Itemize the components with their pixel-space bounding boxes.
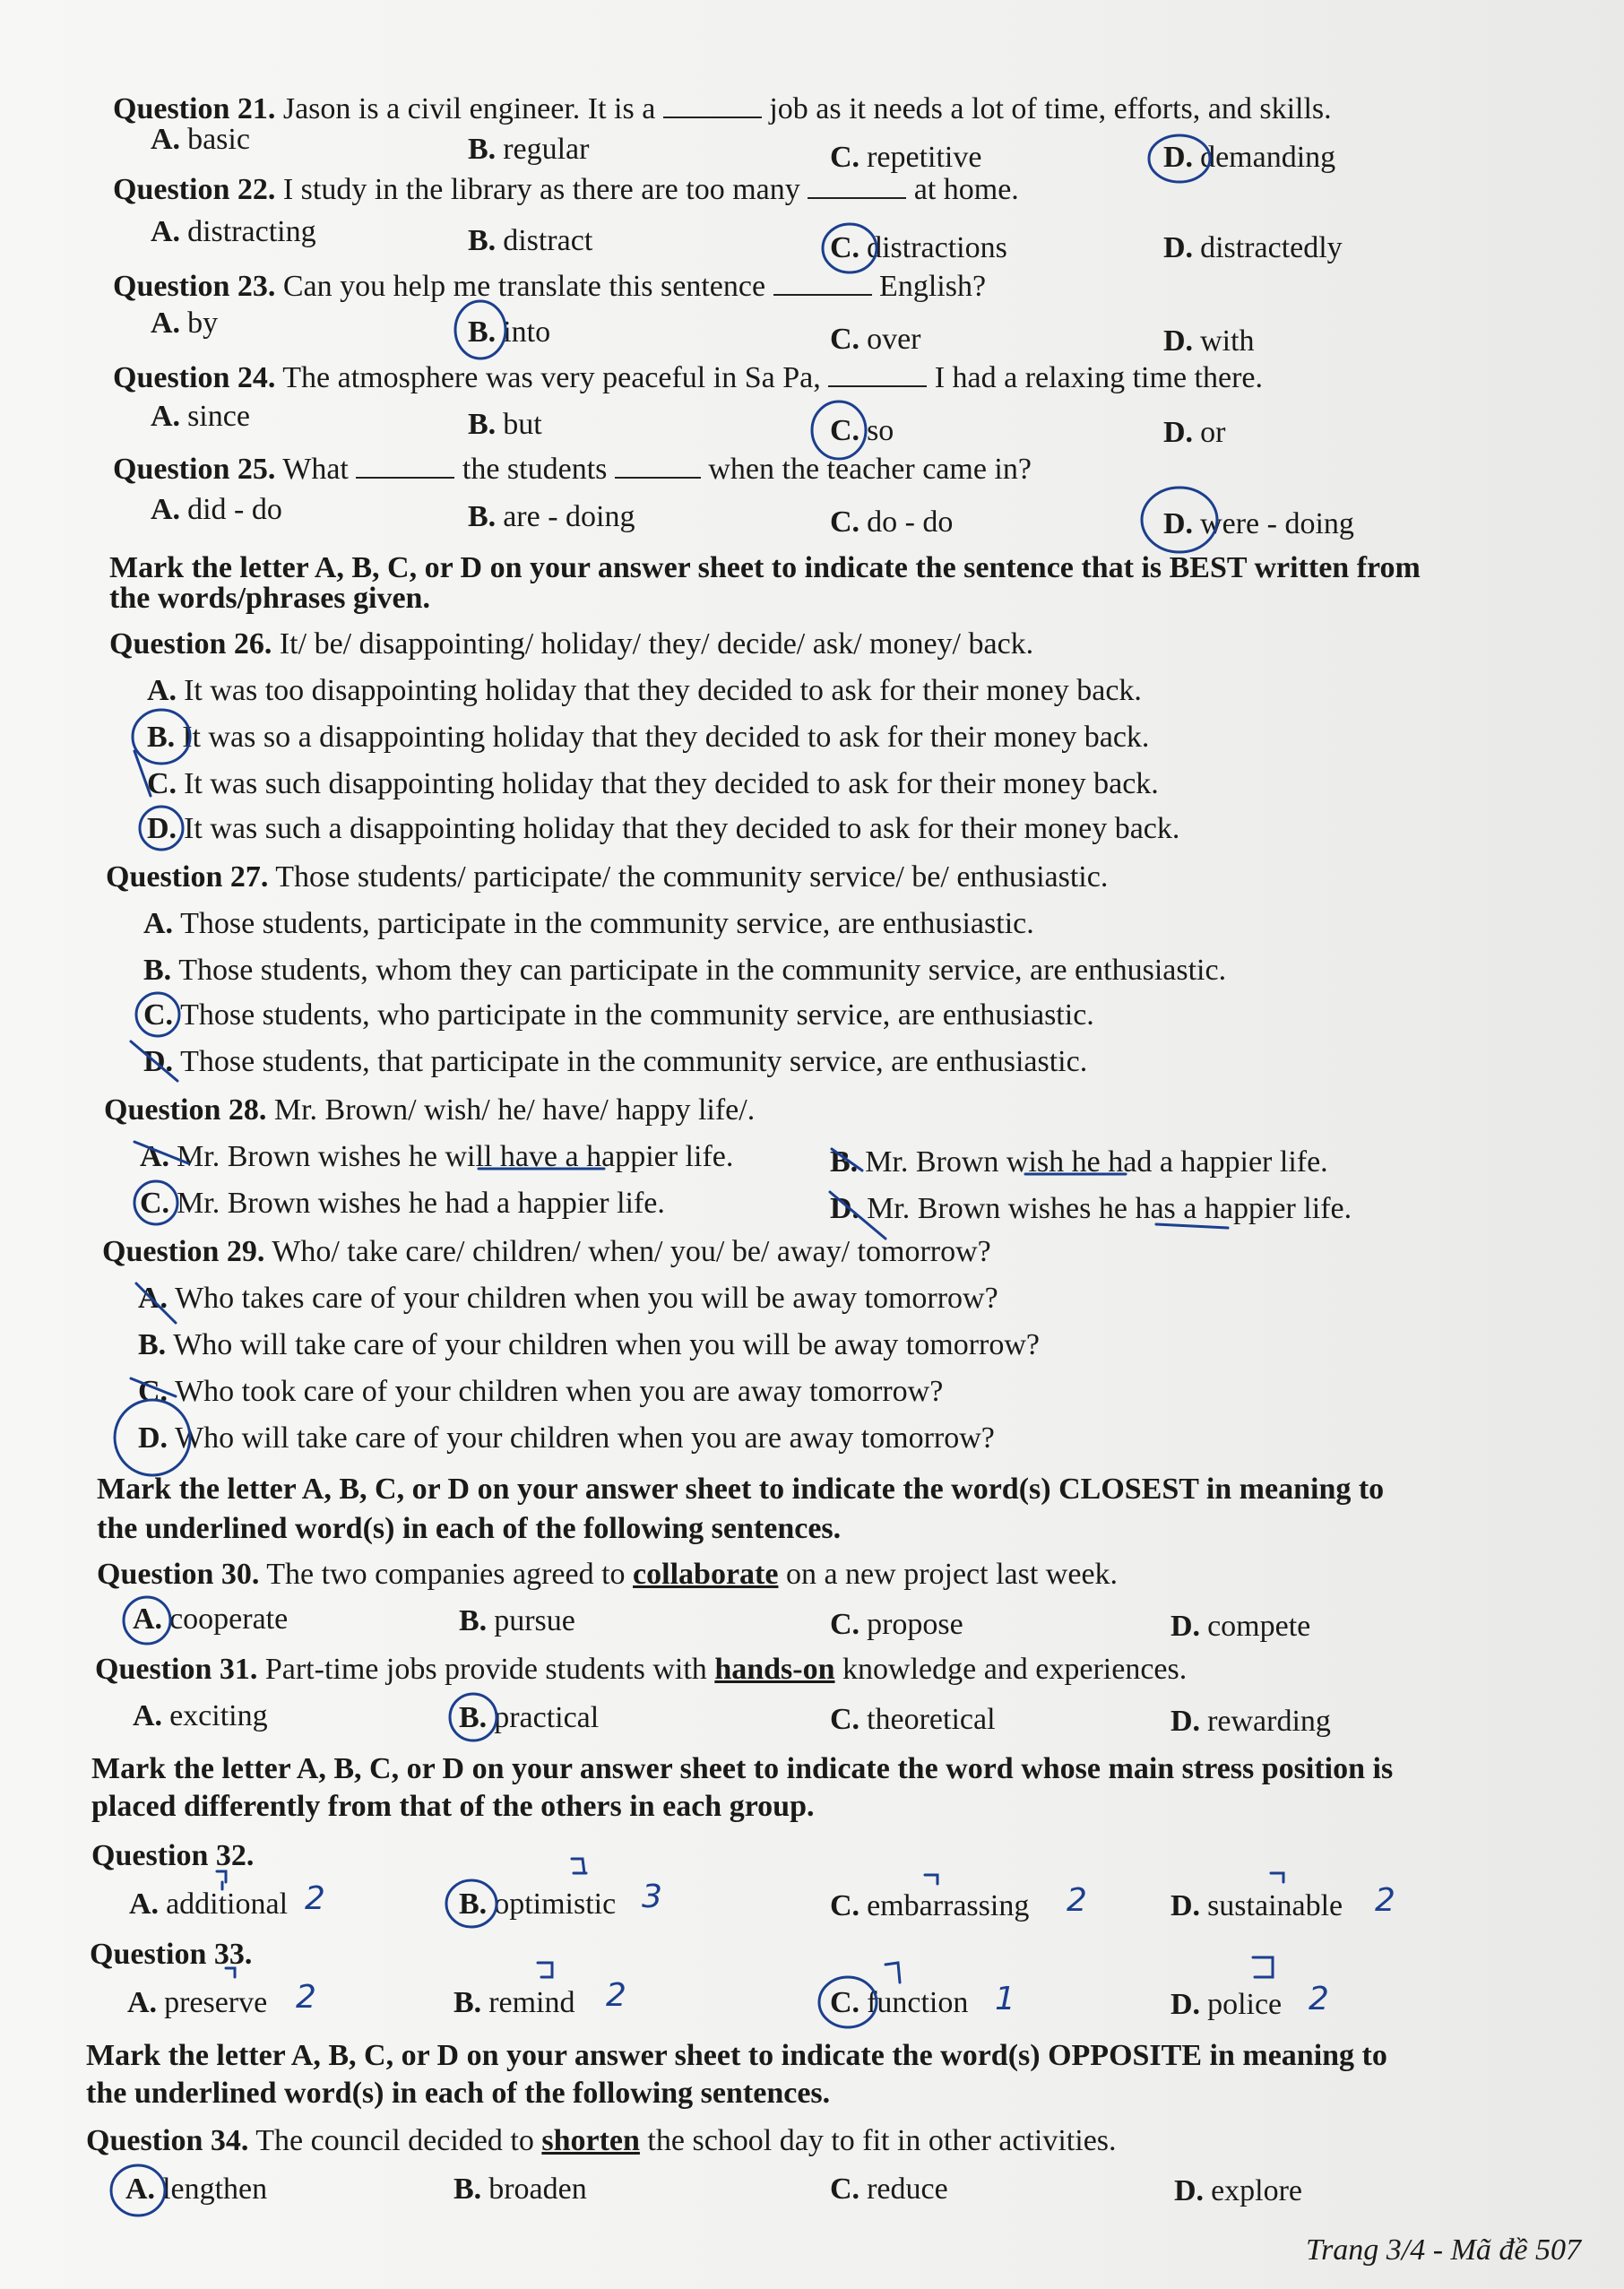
question-text: English? xyxy=(879,270,987,303)
question-label: Question 27. xyxy=(106,860,269,894)
option-b: B. optimistic xyxy=(459,1887,617,1921)
stress-mark xyxy=(572,1859,586,1873)
option-a: A. Mr. Brown wishes he will have a happier life. xyxy=(140,1140,734,1173)
option-b: B. remind xyxy=(454,1986,575,2019)
option-c: C. propose xyxy=(830,1608,963,1641)
option-d: D. distractedly xyxy=(1163,231,1343,264)
question-label: Question 32. xyxy=(91,1839,255,1872)
option-c: C. over xyxy=(830,323,921,356)
answer-blank xyxy=(663,90,762,118)
question-34 xyxy=(86,2122,1117,2160)
instruction-best-written-cont: the words/phrases given. xyxy=(109,582,430,615)
option-c: C. distractions xyxy=(830,231,1007,264)
option-b: B. Who will take care of your children when you will be away tomorrow? xyxy=(138,1328,1040,1361)
answer-blank xyxy=(828,358,927,387)
question-label: Question 23. xyxy=(113,270,276,303)
question-28 xyxy=(104,1092,755,1129)
question-text: It/ be/ disappointing/ holiday/ they/ decide/ ask/ money/ back. xyxy=(279,627,1034,661)
question-label: Question 29. xyxy=(102,1235,265,1268)
handwritten-note: 2 xyxy=(606,1977,626,2014)
option-b: B. pursue xyxy=(459,1604,575,1637)
option-c: C. so xyxy=(830,414,894,447)
option-d: D. demanding xyxy=(1163,141,1336,174)
question-32 xyxy=(91,1837,254,1875)
instruction-stress: Mark the letter A, B, C, or D on your answer sheet to indicate the word whose main stress position is xyxy=(91,1752,1394,1785)
option-a: A. cooperate xyxy=(133,1602,289,1636)
option-a: A. preserve xyxy=(127,1986,268,2019)
option-a: A. exciting xyxy=(133,1699,268,1732)
page-footer: Trang 3/4 - Mã đề 507 xyxy=(1306,2233,1581,2267)
option-b: B. broaden xyxy=(454,2172,587,2206)
question-text: The council decided to xyxy=(255,2124,534,2157)
handwritten-note: 2 xyxy=(305,1880,325,1917)
option-b: B. regular xyxy=(468,133,590,166)
question-33 xyxy=(90,1936,252,1974)
option-c: C. do - do xyxy=(830,505,954,539)
question-text: Who/ take care/ children/ when/ you/ be/ away/ tomorrow? xyxy=(272,1235,991,1268)
option-b: B. It was so a disappointing holiday that they decided to ask for their money back. xyxy=(147,721,1150,754)
option-c: C. Mr. Brown wishes he had a happier life. xyxy=(140,1187,665,1220)
option-b: B. Mr. Brown wish he had a happier life. xyxy=(830,1145,1328,1179)
option-b: B. into xyxy=(468,315,551,349)
stress-mark xyxy=(925,1875,937,1884)
option-b: B. practical xyxy=(459,1701,600,1734)
question-24 xyxy=(113,358,1263,397)
question-29 xyxy=(102,1233,991,1271)
question-text: Those students/ participate/ the community service/ be/ enthusiastic. xyxy=(275,860,1109,894)
question-text: job as it needs a lot of time, efforts, and skills. xyxy=(769,92,1332,125)
question-31 xyxy=(95,1651,1187,1689)
option-a: A. by xyxy=(151,307,219,340)
question-30 xyxy=(97,1556,1118,1594)
handwritten-note: 2 xyxy=(1375,1882,1395,1919)
instruction-best-written: Mark the letter A, B, C, or D on your answer sheet to indicate the sentence that is BEST written from xyxy=(109,551,1421,584)
question-label: Question 33. xyxy=(90,1938,253,1971)
option-d: D. explore xyxy=(1174,2174,1303,2207)
option-c: C. theoretical xyxy=(830,1703,996,1736)
question-label: Question 22. xyxy=(113,173,276,206)
handwritten-note: 2 xyxy=(296,1979,316,2016)
option-c: C. Who took care of your children when you are away tomorrow? xyxy=(138,1375,944,1408)
instruction-opposite-cont: the underlined word(s) in each of the following sentences. xyxy=(86,2077,831,2110)
option-d: D. rewarding xyxy=(1170,1705,1331,1738)
option-a: A. did - do xyxy=(151,493,282,526)
option-d: D. Mr. Brown wishes he has a happier life. xyxy=(830,1192,1352,1225)
question-label: Question 34. xyxy=(86,2124,249,2157)
question-label: Question 25. xyxy=(113,453,276,486)
question-27 xyxy=(106,859,1108,896)
question-text: The atmosphere was very peaceful in Sa Pa, xyxy=(282,361,821,394)
option-b: B. are - doing xyxy=(468,500,635,533)
handwritten-note: 1 xyxy=(995,1981,1015,2017)
option-a: A. lengthen xyxy=(125,2172,268,2206)
question-text: I had a relaxing time there. xyxy=(934,361,1263,394)
option-d: D. police xyxy=(1170,1988,1283,2021)
question-text: knowledge and experiences. xyxy=(842,1653,1188,1686)
option-b: B. Those students, whom they can participate in the community service, are enthusiastic. xyxy=(143,954,1227,987)
underlined-word: shorten xyxy=(541,2124,640,2157)
underlined-word: hands-on xyxy=(714,1653,835,1686)
handwritten-note: 2 xyxy=(1067,1882,1087,1919)
question-text: What xyxy=(282,453,349,486)
stress-mark xyxy=(1253,1957,1273,1977)
option-d: D. sustainable xyxy=(1170,1889,1343,1922)
question-21 xyxy=(113,90,1332,128)
question-label: Question 28. xyxy=(104,1093,267,1127)
question-text: I study in the library as there are too many xyxy=(282,173,800,206)
handwritten-note: 3 xyxy=(642,1879,662,1915)
question-22 xyxy=(113,170,1019,209)
option-a: A. distracting xyxy=(151,215,316,248)
question-text: the school day to fit in other activities. xyxy=(647,2124,1117,2157)
answer-blank xyxy=(808,170,906,199)
question-25 xyxy=(113,450,1032,488)
instruction-closest-cont: the underlined word(s) in each of the following sentences. xyxy=(97,1512,842,1545)
answer-blank xyxy=(356,450,454,479)
option-b: B. but xyxy=(468,408,542,441)
option-d: D. or xyxy=(1163,416,1226,449)
option-a: A. basic xyxy=(151,123,250,156)
question-text: at home. xyxy=(913,173,1019,206)
question-text: the students xyxy=(462,453,608,486)
option-d: D. were - doing xyxy=(1163,507,1354,540)
instruction-opposite: Mark the letter A, B, C, or D on your answer sheet to indicate the word(s) OPPOSITE in meaning to xyxy=(86,2039,1387,2072)
option-d: D. compete xyxy=(1170,1610,1311,1643)
option-c: C. repetitive xyxy=(830,141,982,174)
answer-blank xyxy=(615,450,701,479)
question-23 xyxy=(113,267,986,306)
question-label: Question 21. xyxy=(113,92,276,125)
question-text: on a new project last week. xyxy=(785,1558,1119,1591)
option-a: A. additional xyxy=(129,1887,289,1921)
instruction-stress-cont: placed differently from that of the others in each group. xyxy=(91,1790,815,1823)
question-label: Question 31. xyxy=(95,1653,258,1686)
option-c: C. It was such disappointing holiday that they decided to ask for their money back. xyxy=(147,767,1159,800)
option-d: D. Who will take care of your children when you are away tomorrow? xyxy=(138,1421,995,1455)
option-c: C. function xyxy=(830,1986,969,2019)
question-text: Part-time jobs provide students with xyxy=(264,1653,707,1686)
option-a: A. Those students, participate in the community service, are enthusiastic. xyxy=(143,907,1034,940)
question-text: when the teacher came in? xyxy=(708,453,1032,486)
question-26 xyxy=(109,626,1033,663)
underlined-word: collaborate xyxy=(633,1558,779,1591)
handwritten-note: 2 xyxy=(1309,1981,1329,2017)
question-text: The two companies agreed to xyxy=(266,1558,626,1591)
option-c: C. Those students, who participate in the community service, are enthusiastic. xyxy=(143,998,1094,1032)
option-a: A. It was too disappointing holiday that they decided to ask for their money back. xyxy=(147,674,1142,707)
instruction-closest: Mark the letter A, B, C, or D on your answer sheet to indicate the word(s) CLOSEST in meaning to xyxy=(97,1473,1385,1506)
question-text: Can you help me translate this sentence xyxy=(282,270,766,303)
question-label: Question 24. xyxy=(113,361,276,394)
question-text: Mr. Brown/ wish/ he/ have/ happy life/. xyxy=(273,1093,756,1127)
stress-mark xyxy=(885,1963,900,1982)
option-c: C. embarrassing xyxy=(830,1889,1030,1922)
answer-blank xyxy=(773,267,872,296)
option-b: B. distract xyxy=(468,224,593,257)
question-text: Jason is a civil engineer. It is a xyxy=(282,92,656,125)
option-a: A. Who takes care of your children when you will be away tomorrow? xyxy=(138,1282,998,1315)
option-d: D. with xyxy=(1163,324,1255,358)
option-d: D. Those students, that participate in the community service, are enthusiastic. xyxy=(143,1045,1088,1078)
stress-mark xyxy=(1271,1873,1283,1882)
stress-mark xyxy=(538,1963,552,1977)
question-label: Question 30. xyxy=(97,1558,260,1591)
option-c: C. reduce xyxy=(830,2172,948,2206)
option-d: D. It was such a disappointing holiday that they decided to ask for their money back. xyxy=(147,812,1180,845)
question-label: Question 26. xyxy=(109,627,272,661)
option-a: A. since xyxy=(151,400,250,433)
